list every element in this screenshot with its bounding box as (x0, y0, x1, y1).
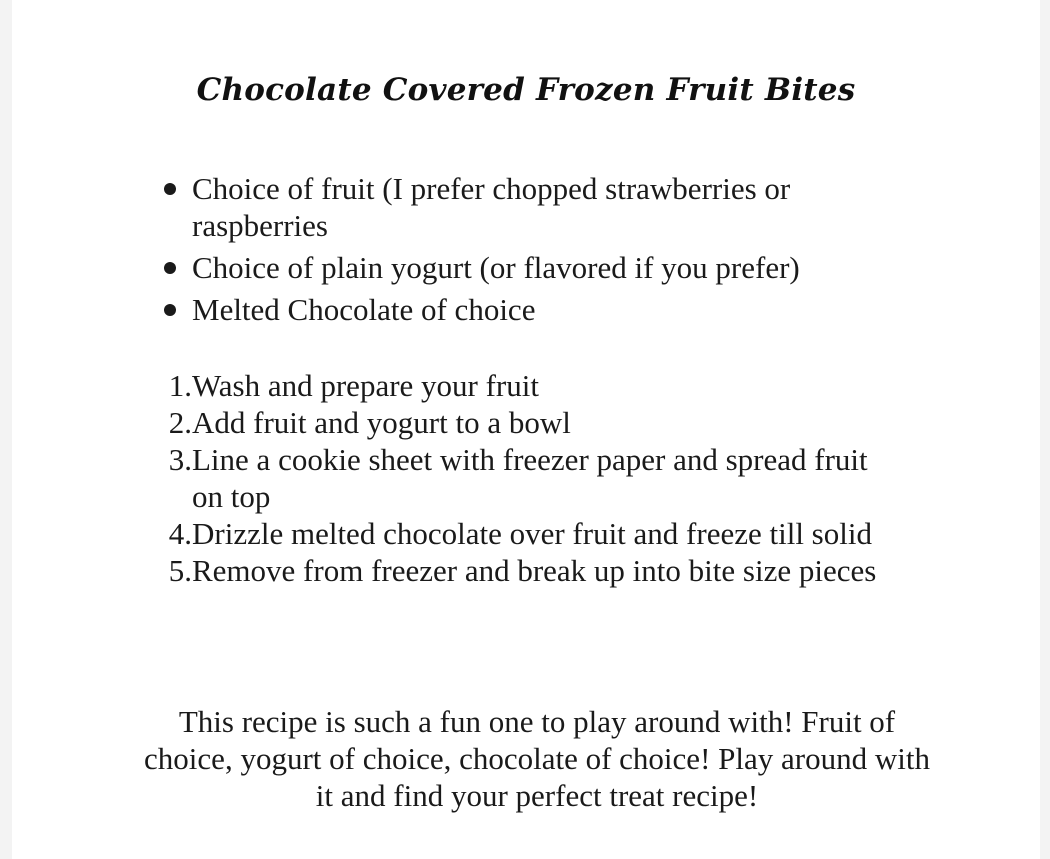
step-text: Line a cookie sheet with freezer paper and spread fruit on top (192, 442, 868, 514)
step-number: 2. (168, 405, 192, 440)
ingredient-text: Choice of fruit (I prefer chopped strawberries or raspberries (192, 171, 791, 243)
instruction-step (160, 441, 900, 515)
recipe-note: This recipe is such a fun one to play around with! Fruit of choice, yogurt of choice, chocolate of choice! Play around with it and find your perfect treat recipe! (144, 704, 930, 813)
instruction-step (160, 515, 900, 552)
step-number: 1. (168, 368, 192, 403)
bullet-icon (164, 183, 176, 195)
instruction-list (160, 367, 900, 589)
recipe-title: Chocolate Covered Frozen Fruit Bites (196, 72, 856, 108)
instruction-step (160, 404, 900, 441)
ingredient-text: Melted Chocolate of choice (192, 292, 536, 327)
ingredient-item (164, 249, 884, 286)
bullet-icon (164, 304, 176, 316)
ingredient-text: Choice of plain yogurt (or flavored if you prefer) (192, 250, 800, 285)
instruction-step (160, 367, 900, 404)
ingredient-item (164, 170, 884, 244)
step-number: 5. (168, 553, 192, 588)
step-text: Add fruit and yogurt to a bowl (192, 405, 571, 440)
step-text: Wash and prepare your fruit (192, 368, 539, 403)
step-number: 4. (168, 516, 192, 551)
bullet-icon (164, 262, 176, 274)
recipe-page (12, 0, 1040, 859)
step-text: Drizzle melted chocolate over fruit and freeze till solid (192, 516, 872, 551)
ingredient-list (164, 170, 884, 333)
step-number: 3. (168, 442, 192, 477)
ingredient-item (164, 291, 884, 328)
step-text: Remove from freezer and break up into bite size pieces (192, 553, 877, 588)
instruction-step (160, 552, 900, 589)
